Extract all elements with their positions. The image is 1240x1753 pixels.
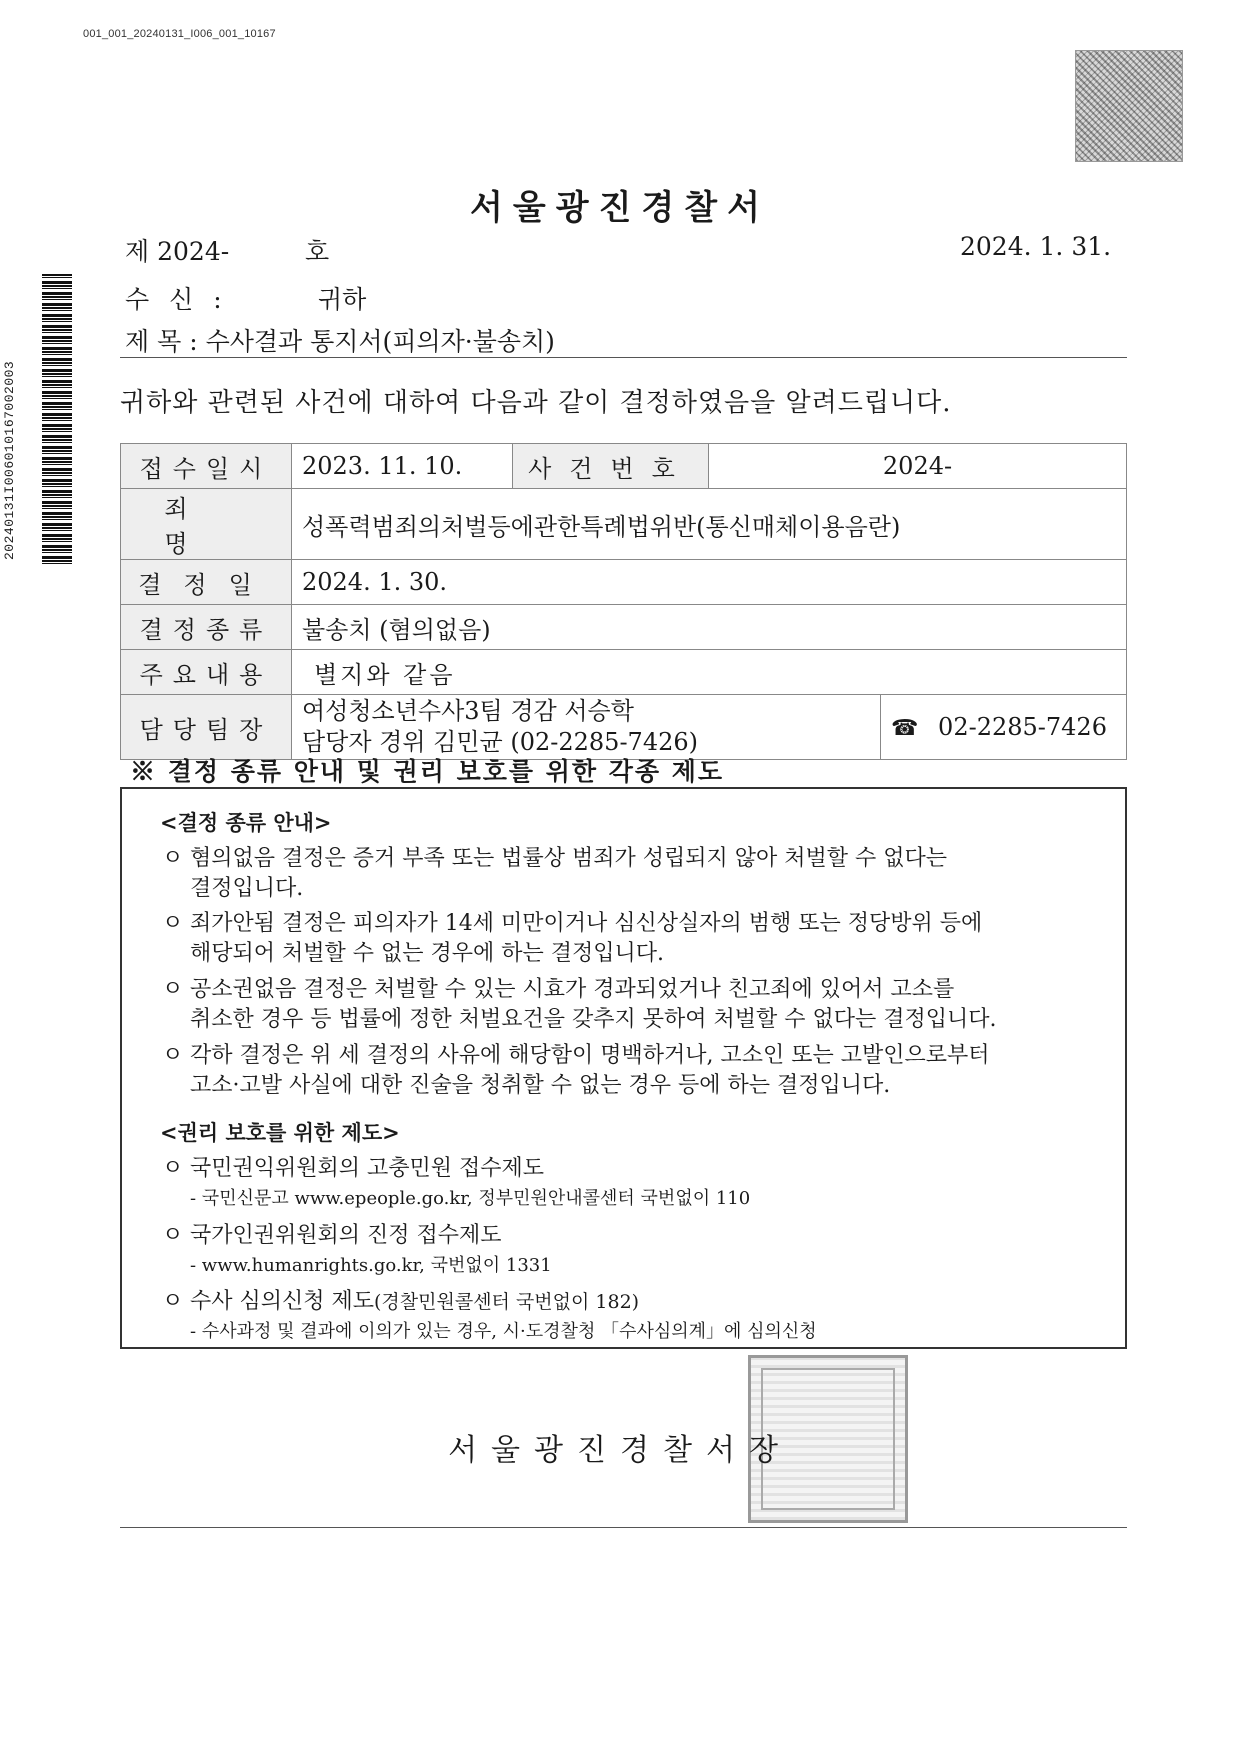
qr-code-image [1075, 50, 1183, 162]
team-info-cell [292, 695, 881, 760]
table-row [121, 444, 1127, 489]
received-label: 접수일시 [121, 444, 292, 489]
table-row [121, 650, 1127, 695]
notice-box [120, 787, 1127, 1349]
bullet-icon: ㅇ [162, 846, 184, 871]
charge-label: 죄 명 [121, 489, 292, 560]
list-item: ㅇ 국가인권위원회의 진정 접수제도 - www.humanrights.go.kr, 국번없이 1331 [162, 1223, 552, 1276]
decision-types-heading: <결정 종류 안내> [160, 810, 332, 835]
team-leader-line: 여성청소년수사3팀 경감 서승학 [302, 697, 634, 725]
header-divider [120, 357, 1127, 358]
received-value: 2023. 11. 10. [292, 444, 513, 489]
table-row [121, 489, 1127, 560]
list-item: ㅇ 수사 심의신청 제도(경찰민원콜센터 국번없이 182) - 수사과정 및 결과에 이의가 있는 경우, 시·도경찰청 「수사심의계」에 심의신청 [162, 1289, 817, 1342]
team-leader-label: 담당팀장 [121, 695, 292, 760]
recipient-label: 수 신 : [125, 285, 228, 314]
barcode-number: 20240131I006010167002003 [2, 360, 17, 560]
decision-type-label: 결정종류 [121, 605, 292, 650]
signer-title: 서울광진경찰서장 [448, 1433, 792, 1468]
table-row [121, 605, 1127, 650]
list-item: ㅇ 죄가안됨 결정은 피의자가 14세 미만이거나 심신상실자의 범행 또는 정당방위 등에 해당되어 처벌할 수 없는 경우에 하는 결정입니다. [162, 911, 983, 966]
main-content-value: 별지와 같음 [292, 650, 1127, 695]
recipient: 귀하 [318, 285, 367, 314]
bullet-icon: ㅇ [162, 1156, 184, 1181]
bullet-icon: ㅇ [162, 1223, 184, 1248]
list-item: ㅇ 각하 결정은 위 세 결정의 사유에 해당함이 명백하거나, 고소인 또는 고발인으로부터 고소·고발 사실에 대한 진술을 청취할 수 없는 경우 등에 하는 결정입니다. [162, 1043, 990, 1098]
phone-icon: ☎ [891, 716, 919, 741]
notice-heading: ※ 결정 종류 안내 및 권리 보호를 위한 각종 제도 [130, 757, 725, 786]
document-number: 제 2024- [125, 237, 230, 266]
case-number-value: 2024- [709, 444, 1127, 489]
decision-date-label: 결정일 [121, 560, 292, 605]
case-number-label: 사건번호 [513, 444, 709, 489]
table-row [121, 560, 1127, 605]
decision-type-value: 불송치 (혐의없음) [292, 605, 1127, 650]
phone-cell [881, 695, 1127, 760]
decision-date-value: 2024. 1. 30. [292, 560, 1127, 605]
list-item: ㅇ 국민권익위원회의 고충민원 접수제도 - 국민신문고 www.epeople.go.kr, 정부민원안내콜센터 국번없이 110 [162, 1156, 751, 1209]
bullet-icon: ㅇ [162, 911, 184, 936]
phone-number: 02-2285-7426 [938, 713, 1107, 741]
charge-value: 성폭력범죄의처벌등에관한특례법위반(통신매체이용음란) [292, 489, 1127, 560]
page-title: 서울광진경찰서 [470, 188, 770, 228]
officer-line: 담당자 경위 김민균 (02-2285-7426) [302, 728, 698, 756]
list-item: ㅇ 혐의없음 결정은 증거 부족 또는 법률상 범죄가 성립되지 않아 처벌할 수 없다는 결정입니다. [162, 846, 947, 901]
bullet-icon: ㅇ [162, 1289, 184, 1314]
document-number-suffix: 호 [305, 237, 330, 266]
footer-divider [120, 1527, 1127, 1528]
subject-line: 제 목 : 수사결과 통지서(피의자·불송치) [125, 327, 555, 356]
barcode-image [42, 274, 72, 564]
main-content-label: 주요내용 [121, 650, 292, 695]
bullet-icon: ㅇ [162, 977, 184, 1002]
intro-text: 귀하와 관련된 사건에 대하여 다음과 같이 결정하였음을 알려드립니다. [120, 388, 952, 418]
case-info-table [120, 443, 1127, 760]
document-date: 2024. 1. 31. [960, 232, 1112, 261]
bullet-icon: ㅇ [162, 1043, 184, 1068]
document-id: 001_001_20240131_I006_001_10167 [83, 28, 276, 40]
table-row [121, 695, 1127, 760]
rights-protection-heading: <권리 보호를 위한 제도> [160, 1120, 400, 1145]
list-item: ㅇ 공소권없음 결정은 처벌할 수 있는 시효가 경과되었거나 친고죄에 있어서 고소를 취소한 경우 등 법률에 정한 처벌요건을 갖추지 못하여 처벌할 수 없다는 결정입니다. [162, 977, 997, 1032]
